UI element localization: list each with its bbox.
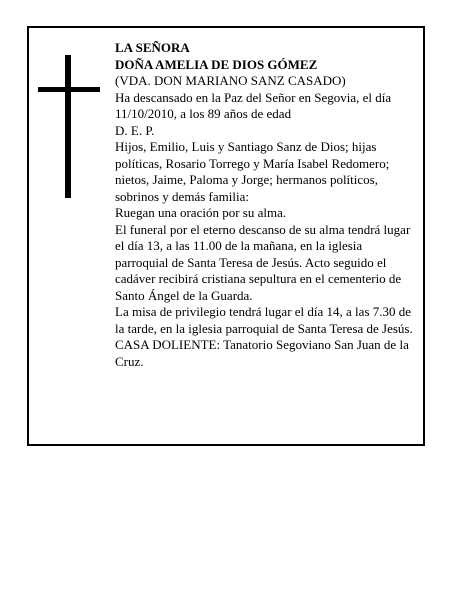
deceased-name: DOÑA AMELIA DE DIOS GÓMEZ (115, 56, 318, 72)
mass-details: La misa de privilegio tendrá lugar el día 14, a las 7.30 de la tarde, en la iglesia parroquial de Santa Teresa de Jesús. (115, 304, 413, 336)
mourning-house: CASA DOLIENTE: Tanatorio Segoviano San Juan de la Cruz. (115, 337, 409, 369)
death-statement: Ha descansado en la Paz del Señor en Segovia, el día 11/10/2010, a los 89 años de edad (115, 89, 392, 121)
funeral-details: El funeral por el eterno descanso de su alma tendrá lugar el día 13, a las 11.00 de la mañana, en la iglesia parroquial de Santa Teresa de Jesús. Acto seguido el cadáver recibirá cristiana sepultura en el cementerio de Santo Ángel de la Guarda. (115, 221, 411, 303)
widow-of-line: (VDA. DON MARIANO SANZ CASADO) (115, 73, 346, 88)
notice-title: LA SEÑORA (115, 40, 190, 55)
cross-icon (38, 55, 100, 198)
cross-horizontal-bar (38, 87, 100, 92)
prayer-request: Ruegan una oración por su alma. (115, 205, 287, 220)
notice-body (115, 40, 417, 370)
cross-vertical-bar (65, 55, 71, 198)
obituary-notice (27, 26, 425, 446)
dep-line: D. E. P. (115, 122, 155, 138)
family-list: Hijos, Emilio, Luis y Santiago Sanz de Dios; hijas políticas, Rosario Torrego y María Isabel Redomero; nietos, Jaime, Paloma y Jorge; hermanos políticos, sobrinos y demás familia: (115, 139, 390, 204)
